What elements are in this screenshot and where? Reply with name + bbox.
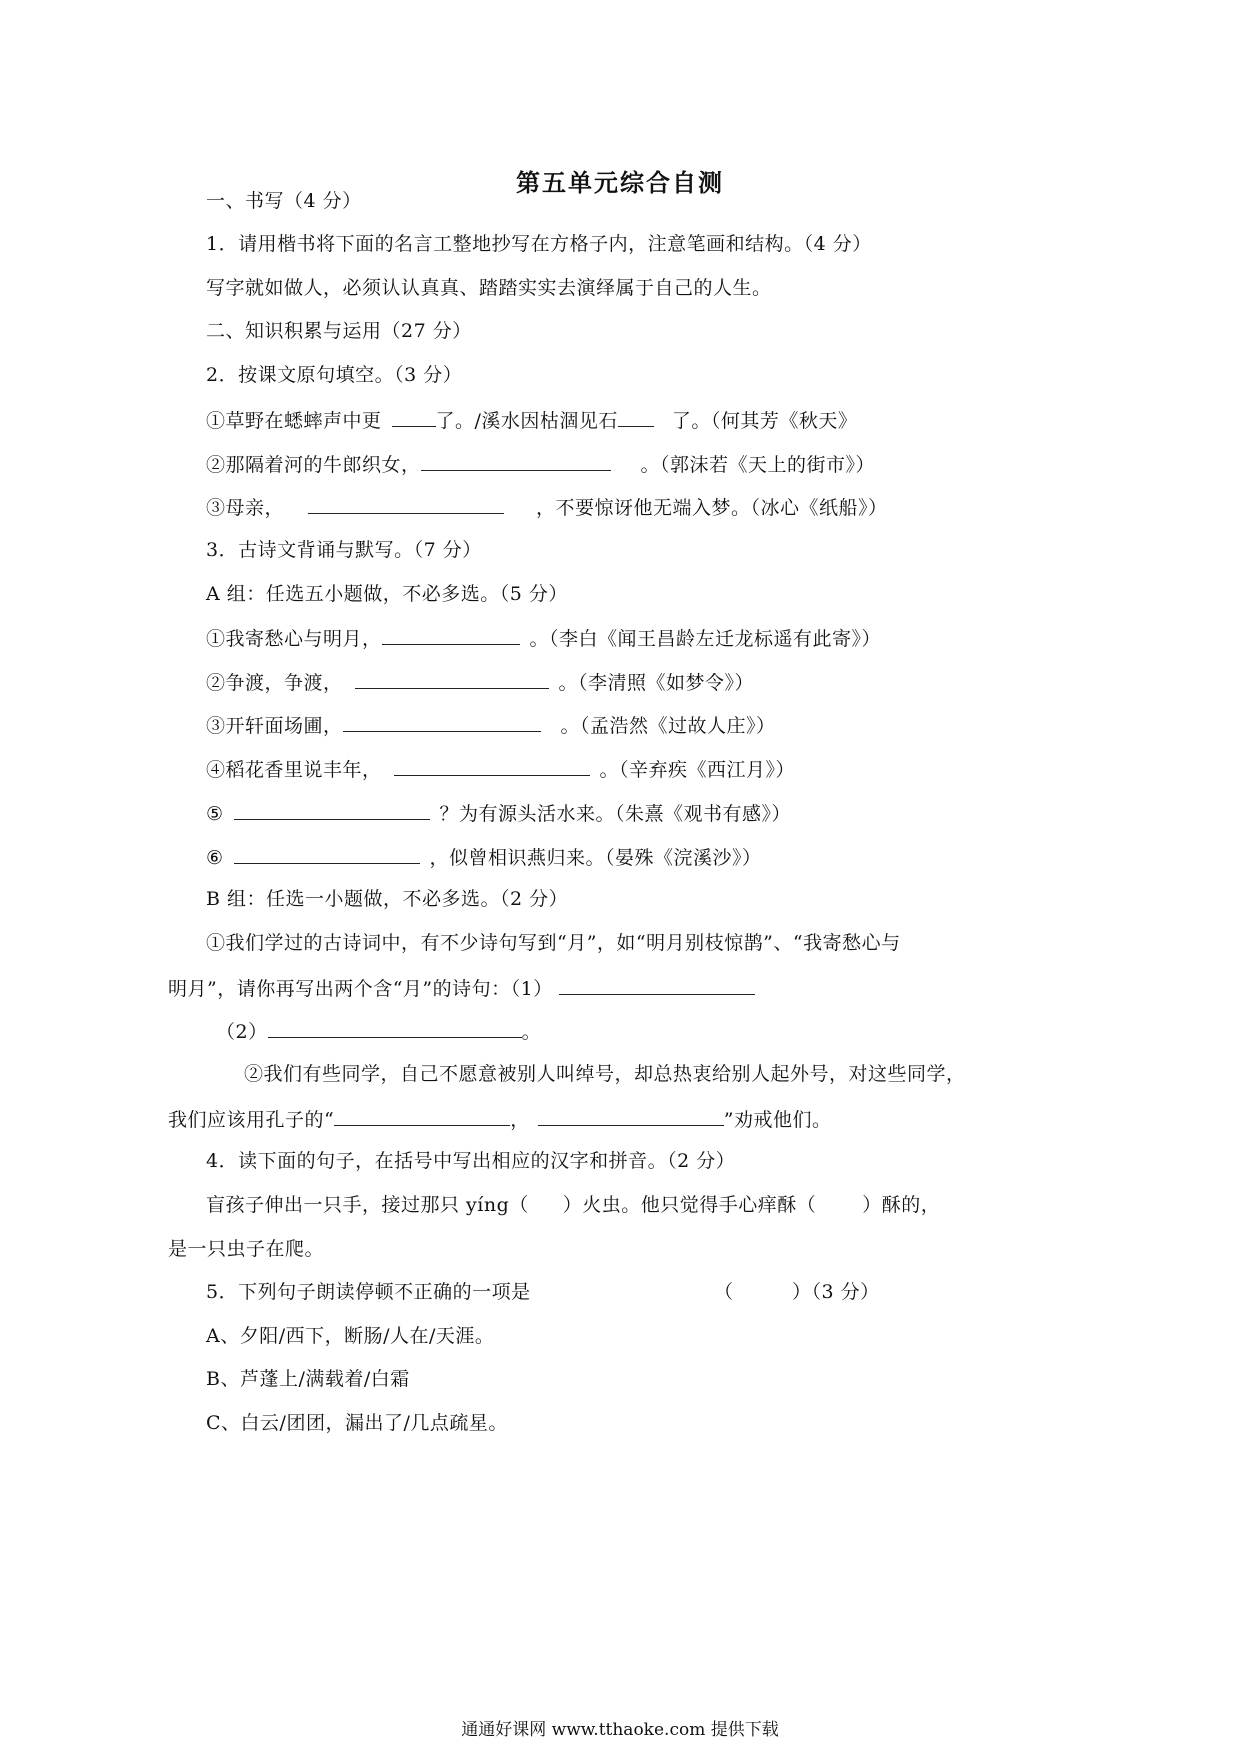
- question-5-answer-paren[interactable]: （ ）（3 分）: [714, 1281, 880, 1303]
- answer-blank[interactable]: [268, 1017, 522, 1038]
- answer-blank[interactable]: [355, 668, 549, 689]
- group-b-item-2-line-2: 我们应该用孔子的“ ， ”劝戒他们。: [168, 1105, 831, 1133]
- page-title: 第五单元综合自测: [516, 169, 724, 197]
- answer-blank[interactable]: [538, 1105, 724, 1126]
- group-a-item-5: ⑤ ？为有源头活水来。（朱熹《观书有感》）: [206, 799, 791, 827]
- question-5-option-c: C、白云/团团，漏出了/几点疏星。: [206, 1412, 508, 1434]
- question-2-item-2: ②那隔着河的牛郎织女， 。（郭沫若《天上的街市》）: [206, 450, 875, 478]
- group-a-item-3: ③开轩面场圃， 。（孟浩然《过故人庄》）: [206, 711, 776, 739]
- answer-blank[interactable]: [234, 799, 430, 820]
- group-a-item-4: ④稻花香里说丰年， 。（辛弃疾《西江月》）: [206, 755, 795, 783]
- question-1: 1．请用楷书将下面的名言工整地抄写在方格子内，注意笔画和结构。（4 分）: [206, 233, 872, 255]
- question-3: 3．古诗文背诵与默写。（7 分）: [206, 539, 482, 561]
- answer-blank[interactable]: [234, 843, 420, 864]
- question-5: 5．下列句子朗读停顿不正确的一项是: [206, 1281, 531, 1303]
- group-a-item-6: ⑥ ，似曾相识燕归来。（晏殊《浣溪沙》）: [206, 843, 762, 871]
- group-a-heading: A 组：任选五小题做，不必多选。（5 分）: [206, 583, 568, 605]
- question-4: 4．读下面的句子，在括号中写出相应的汉字和拼音。（2 分）: [206, 1150, 736, 1172]
- answer-blank[interactable]: [382, 624, 520, 645]
- question-2-item-1: ①草野在蟋蟀声中更 了。/溪水因枯涸见石 了。（何其芳《秋天》: [206, 406, 857, 434]
- answer-blank[interactable]: [343, 711, 541, 732]
- footer-credit: 通通好课网 www.tthaoke.com 提供下载: [461, 1720, 779, 1740]
- group-b-item-1-line-3: （2） 。: [216, 1017, 541, 1045]
- question-2: 2．按课文原句填空。（3 分）: [206, 364, 463, 386]
- section-1-heading: 一、书写（4 分）: [206, 190, 362, 212]
- question-1-quote: 写字就如做人，必须认认真真、踏踏实实去演绎属于自己的人生。: [206, 277, 772, 299]
- question-5-option-a: A、夕阳/西下，断肠/人在/天涯。: [206, 1325, 495, 1347]
- group-b-item-1-line-1: ①我们学过的古诗词中，有不少诗句写到“月”，如“明月别枝惊鹊”、“我寄愁心与: [206, 932, 901, 954]
- answer-blank[interactable]: [308, 493, 504, 514]
- group-a-item-2: ②争渡，争渡， 。（李清照《如梦令》）: [206, 668, 754, 696]
- question-5-option-b: B、芦蓬上/满载着/白霜: [206, 1368, 410, 1390]
- group-b-item-2-line-1: ②我们有些同学，自己不愿意被别人叫绰号，却总热衷给别人起外号，对这些同学，: [244, 1063, 966, 1085]
- section-2-heading: 二、知识积累与运用（27 分）: [206, 320, 472, 342]
- group-b-item-1-line-2: 明月”，请你再写出两个含“月”的诗句：（1）: [168, 974, 755, 1002]
- answer-blank[interactable]: [392, 406, 436, 427]
- question-2-item-3: ③母亲， ，不要惊讶他无端入梦。（冰心《纸船》）: [206, 493, 888, 521]
- answer-blank[interactable]: [394, 755, 590, 776]
- answer-blank[interactable]: [421, 450, 611, 471]
- group-a-item-1: ①我寄愁心与明月， 。（李白《闻王昌龄左迁龙标遥有此寄》）: [206, 624, 881, 652]
- answer-blank[interactable]: [618, 406, 654, 427]
- answer-blank[interactable]: [559, 974, 755, 995]
- question-4-sentence-line-2: 是一只虫子在爬。: [168, 1238, 325, 1260]
- answer-blank[interactable]: [334, 1105, 510, 1126]
- question-4-sentence-line-1: 盲孩子伸出一只手，接过那只 yíng（ ）火虫。他只觉得手心痒酥（ ）酥的，: [206, 1194, 941, 1216]
- group-b-heading: B 组：任选一小题做，不必多选。（2 分）: [206, 888, 569, 910]
